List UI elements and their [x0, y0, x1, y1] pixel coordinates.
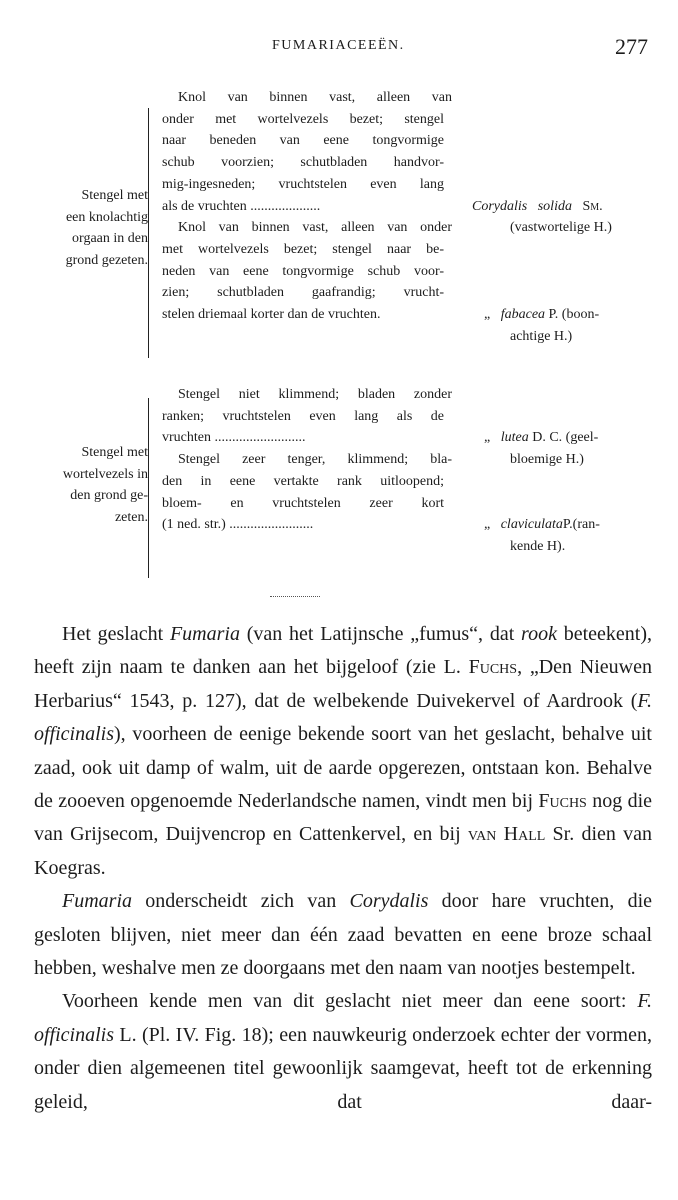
- label-line: zeten.: [114, 510, 148, 526]
- key-line: den in eene vertakte rank uitloopend;: [162, 473, 444, 489]
- label-line: Stengel met: [81, 445, 148, 460]
- running-head: FUMARIACEEËN.: [272, 38, 405, 53]
- key-result-common: kende H).: [510, 538, 566, 554]
- key-line: schub voorzien; schutbladen handvor-: [162, 155, 444, 171]
- key-line: neden van eene tongvormige schub voor-: [162, 263, 444, 279]
- key-line: onder met wortelvezels bezet; stengel: [162, 111, 444, 127]
- key-result-common: bloemige H.): [510, 452, 584, 468]
- brace: [148, 108, 149, 358]
- key-line: stelen driemaal korter dan de vruchten.: [162, 307, 381, 322]
- paragraph: Het geslacht Fumaria (van het Latijnsche „fumus“, dat rook beteekent), heeft zijn naam te danken aan het bijgeloof (zie L. Fuchs, „Den Nieuwen Herbarius“ 1543, p. 127), dat de welbekende Duivekervel of Aardrook (F. officinalis), voorheen de eenige bekende soort van het geslacht, behalve uit zaad, ook uit damp of walm, uit de aarde opgerezen, ontstaan kon. Behalve de zooeven opgenoemde Nederlandsche namen, vindt men bij Fuchs nog die van Grijsecom, Duijvencrop en Cattenkervel, en bij van Hall Sr. dien van Koegras.: [34, 623, 653, 879]
- paragraph: Fumaria onderscheidt zich van Corydalis door hare vruchten, die gesloten blijven, niet meer dan één zaad bevatten en eene broze schaal hebben, weshalve men ze doorgaans met den naam van nootjes bestempelt.: [34, 890, 653, 980]
- label-line: Stengel met: [81, 188, 148, 203]
- key-result-common: achtige H.): [510, 328, 573, 344]
- key-result: „ fabacea P. (boon-: [484, 307, 600, 322]
- group1-label: [8, 185, 148, 272]
- key-line: (1 ned. str.) ........................: [162, 517, 314, 533]
- key-line: Knol van binnen vast, alleen van onder: [178, 220, 452, 236]
- body-text: [34, 618, 652, 1119]
- key-line: mig-ingesneden; vruchtstelen even lang: [162, 176, 444, 192]
- group2-label: [8, 442, 148, 529]
- key-line: bloem- en vruchtstelen zeer kort: [162, 495, 444, 511]
- key-line: Stengel niet klimmend; bladen zonder: [178, 387, 452, 402]
- paragraph: Voorheen kende men van dit geslacht niet meer dan eene soort: F. officinalis L. (Pl. IV. Fig. 18); een nauwkeurig onderzoek echter der vormen, onder dien algemeenen titel gewoonlijk saamgevat, heeft tot de erkenning geleid, dat daar-: [34, 990, 652, 1113]
- key-result-common: (vastwortelige H.): [510, 220, 612, 236]
- key-line: met wortelvezels bezet; stengel naar be-: [162, 241, 444, 257]
- key-result: Corydalis solida Sm.: [472, 198, 603, 214]
- label-line: een knolachtig: [65, 209, 148, 225]
- key-line: Knol van binnen vast, alleen van: [178, 90, 452, 105]
- key-line: ranken; vruchtstelen even lang als de: [162, 408, 444, 424]
- key-line: vruchten ..........................: [162, 430, 306, 446]
- label-line: den grond ge-: [70, 488, 148, 504]
- label-line: wortelvezels in: [62, 466, 148, 482]
- section-divider: [270, 596, 320, 597]
- label-line: orgaan in den: [72, 231, 148, 247]
- key-line: als de vruchten ....................: [162, 198, 321, 214]
- label-line: grond gezeten.: [65, 253, 148, 269]
- key-line: Stengel zeer tenger, klimmend; bla-: [178, 452, 452, 468]
- brace: [148, 398, 149, 578]
- identification-key: [0, 80, 678, 590]
- key-result: „ claviculataP.(ran-: [484, 517, 600, 533]
- page-number: 277: [615, 34, 648, 59]
- key-line: zien; schutbladen gaafrandig; vrucht-: [162, 285, 444, 301]
- key-result: „ lutea D. C. (geel-: [484, 430, 599, 446]
- page-header: [0, 34, 678, 62]
- key-line: naar beneden van eene tongvormige: [162, 133, 444, 149]
